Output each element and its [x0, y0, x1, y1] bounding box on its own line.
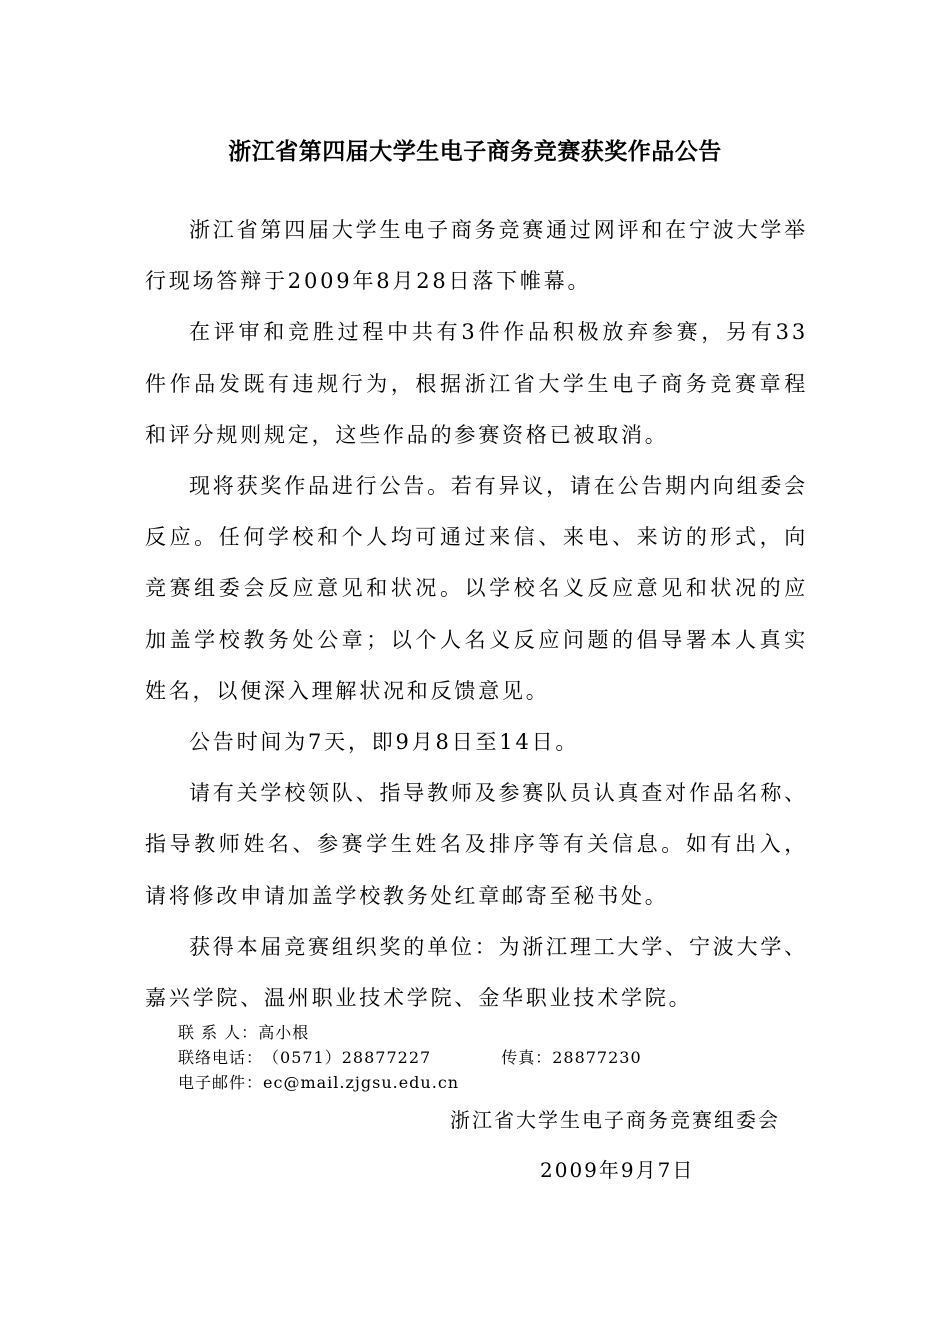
- contact-person-value: 高小根: [258, 1023, 310, 1042]
- contact-person-label: 联 系 人：: [178, 1023, 259, 1042]
- paragraph: 公告时间为7天，即9月8日至14日。: [189, 730, 580, 755]
- contact-email-value: ec@mail.zjgsu.edu.cn: [263, 1073, 460, 1092]
- contact-phone-value: （0571）28877227: [263, 1048, 432, 1067]
- issuer-signature: 浙江省大学生电子商务竞赛组委会: [450, 1108, 780, 1132]
- contact-block: [178, 1020, 642, 1095]
- paragraph: 获得本届竞赛组织奖的单位：为浙江理工大学、宁波大学、嘉兴学院、温州职业技术学院、金华职业技术学院。: [145, 934, 808, 1011]
- paragraph: 在评审和竞胜过程中共有3件作品积极放弃参赛，另有33件作品发既有违规行为，根据浙江省大学生电子商务竞赛章程和评分规则规定，这些作品的参赛资格已被取消。: [145, 320, 808, 447]
- contact-fax-label: 传真：: [501, 1048, 553, 1067]
- paragraph: 请有关学校领队、指导教师及参赛队员认真查对作品名称、指导教师姓名、参赛学生姓名及排序等有关信息。如有出入，请将修改申请加盖学校教务处红章邮寄至秘书处。: [145, 781, 808, 908]
- contact-email-row: [178, 1070, 642, 1095]
- issue-date: 2009年9月7日: [540, 1158, 695, 1182]
- paragraph: 现将获奖作品进行公告。若有异议，请在公告期内向组委会反应。任何学校和个人均可通过来信、来电、来访的形式，向竞赛组委会反应意见和状况。以学校名义反应意见和状况的应加盖学校教务处公章；以个人名义反应问题的倡导署本人真实姓名，以便深入理解状况和反馈意见。: [145, 474, 808, 703]
- contact-fax-value: 28877230: [552, 1048, 642, 1067]
- paragraph: 浙江省第四届大学生电子商务竞赛通过网评和在宁波大学举行现场答辩于2009年8月28日落下帷幕。: [145, 218, 808, 294]
- document-body: [145, 205, 808, 1024]
- contact-phone-row: [178, 1045, 642, 1070]
- contact-person-row: [178, 1020, 642, 1045]
- document-title: 浙江省第四届大学生电子商务竞赛获奖作品公告: [228, 139, 722, 165]
- contact-phone-label: 联络电话：: [178, 1048, 264, 1067]
- contact-email-label: 电子邮件：: [178, 1073, 264, 1092]
